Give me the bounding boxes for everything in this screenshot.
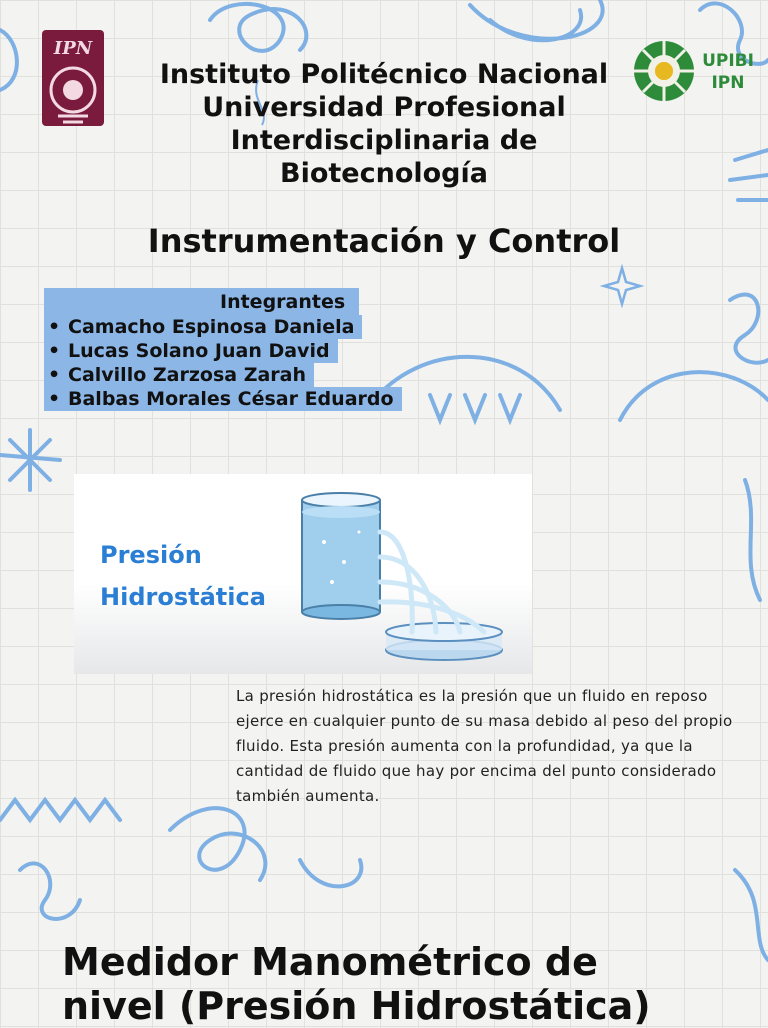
doodle-spiral-top	[470, 0, 603, 40]
doodle-arc-right	[620, 372, 768, 420]
hydrostatic-banner	[74, 474, 532, 674]
bullet-icon: •	[48, 316, 61, 338]
upibi-logo	[632, 36, 762, 106]
institution-line-2: Universidad Profesional	[202, 92, 566, 123]
upibi-logo-text-1: UPIBI	[702, 51, 754, 71]
member-name: Calvillo Zarzosa Zarah	[68, 364, 307, 386]
doodle-loops-bottom-left	[20, 863, 80, 919]
institution-line-1: Instituto Politécnico Nacional	[159, 59, 609, 90]
upibi-logo-text-2: IPN	[711, 73, 745, 93]
beaker-water-jets-icon	[284, 482, 514, 672]
member-item	[44, 339, 338, 363]
members-list	[44, 288, 424, 411]
member-item	[44, 363, 314, 387]
doodle-vs	[430, 395, 520, 420]
member-name: Camacho Espinosa Daniela	[68, 316, 355, 338]
member-name: Balbas Morales César Eduardo	[68, 388, 394, 410]
doodle-star-left	[0, 430, 60, 490]
doodle-loops-right	[730, 295, 768, 363]
doodle-zigzag-left	[0, 800, 120, 820]
members-items	[44, 315, 424, 411]
banner-title-line-1: Presión	[100, 541, 202, 569]
section-title	[62, 940, 742, 1028]
section-title-line-2: nivel (Presión Hidrostática)	[62, 984, 651, 1028]
doodle-vertical-right	[745, 480, 760, 600]
description-paragraph: La presión hidrostática es la presión que un fluido en reposo ejerce en cualquier punto de su masa debido al peso del propio fluido. Esta presión aumenta con la profundidad, ya que la cantidad de fluido que hay por encima del punto considerado también aumenta.	[236, 687, 733, 805]
ipn-logo-text: IPN	[53, 38, 93, 59]
sparkle-icon	[604, 268, 640, 304]
doodle-left-loop	[0, 30, 17, 90]
institution-line-4: Biotecnología	[280, 158, 488, 189]
bullet-icon: •	[48, 340, 61, 362]
member-item	[44, 387, 402, 411]
bullet-icon: •	[48, 364, 61, 386]
banner-title-line-2: Hidrostática	[100, 583, 266, 611]
members-heading: Integrantes	[44, 288, 359, 315]
course-title: Instrumentación y Control	[147, 222, 621, 260]
member-item	[44, 315, 362, 339]
banner-title	[100, 534, 266, 618]
doodle-swirl-bottom	[170, 808, 265, 880]
institution-line-3: Interdisciplinaria de	[230, 125, 538, 156]
bullet-icon: •	[48, 388, 61, 410]
ipn-logo	[38, 28, 108, 128]
member-name: Lucas Solano Juan David	[68, 340, 330, 362]
doodle-scribble-top	[210, 4, 306, 51]
institution-title	[120, 58, 648, 190]
doodle-lines-right	[730, 150, 768, 200]
section-title-line-1: Medidor Manométrico de	[62, 940, 598, 984]
doodle-blob-bottom	[300, 860, 361, 886]
